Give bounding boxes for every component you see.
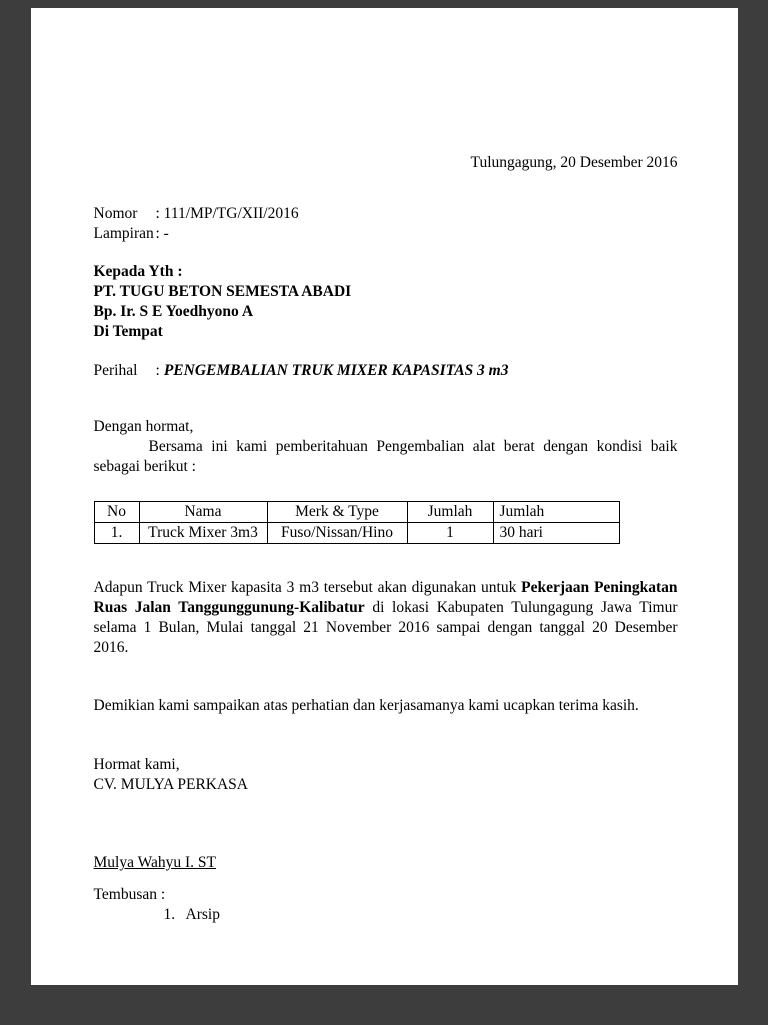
table-header-row bbox=[94, 502, 619, 523]
signature-name: Mulya Wahyu I. ST bbox=[93, 854, 216, 871]
cc-item-text: Arsip bbox=[185, 906, 220, 923]
signature-greeting: Hormat kami, bbox=[93, 756, 180, 773]
table-header-merk-type: Merk & Type bbox=[267, 502, 407, 523]
signature-block bbox=[94, 755, 678, 873]
closing-paragraph: Demikian kami sampaikan atas perhatian dan kerjasamanya kami ucapkan terima kasih. bbox=[93, 697, 639, 714]
body-paragraph bbox=[94, 578, 678, 658]
table-cell-duration: 30 hari bbox=[493, 523, 619, 544]
letter-page bbox=[31, 8, 738, 985]
opening-salutation: Dengan hormat, bbox=[93, 418, 194, 435]
lampiran-row bbox=[94, 224, 678, 244]
nomor-row bbox=[94, 204, 678, 224]
table-cell-merk-type: Fuso/Nissan/Hino bbox=[267, 523, 407, 544]
lampiran-label: Lampiran bbox=[93, 225, 154, 242]
table-row bbox=[94, 523, 619, 544]
cc-label: Tembusan : bbox=[93, 886, 166, 903]
table-header-nama: Nama bbox=[139, 502, 267, 523]
cc-item-number: 1. bbox=[163, 906, 176, 923]
date-line: Tulungagung, 20 Desember 2016 bbox=[470, 154, 678, 171]
subject-label: Perihal bbox=[93, 362, 138, 379]
table-header-jumlah-2: Jumlah bbox=[493, 502, 619, 523]
recipient-attention: Bp. Ir. S E Yoedhyono A bbox=[93, 303, 254, 320]
table-cell-jumlah: 1 bbox=[407, 523, 493, 544]
subject-value: PENGEMBALIAN TRUK MIXER KAPASITAS 3 m3 bbox=[163, 362, 509, 379]
equipment-table bbox=[94, 501, 620, 544]
recipient-place: Di Tempat bbox=[93, 323, 163, 340]
body-text-before: Adapun Truck Mixer kapasita 3 m3 tersebut akan digunakan untuk bbox=[93, 579, 522, 596]
body-text-bold: Pekerjaan Peningkatan Ruas Jalan Tanggunggunung-Kalibatur bbox=[93, 579, 678, 616]
table-cell-no: 1. bbox=[94, 523, 139, 544]
recipient-salutation: Kepada Yth : bbox=[93, 263, 183, 280]
recipient-block bbox=[94, 262, 678, 342]
cc-item bbox=[94, 905, 678, 925]
cc-block bbox=[94, 885, 678, 925]
subject-separator: : bbox=[155, 362, 160, 379]
nomor-value: : 111/MP/TG/XII/2016 bbox=[155, 205, 299, 222]
lampiran-value: : - bbox=[155, 225, 169, 242]
subject-row bbox=[94, 361, 678, 381]
signature-company: CV. MULYA PERKASA bbox=[93, 776, 248, 793]
body-text-after: di lokasi Kabupaten Tulungagung Jawa Timur selama 1 Bulan, Mulai tanggal 21 November 2016 sampai dengan tanggal 20 Desember 2016. bbox=[93, 599, 678, 656]
table-cell-nama: Truck Mixer 3m3 bbox=[139, 523, 267, 544]
recipient-company: PT. TUGU BETON SEMESTA ABADI bbox=[93, 283, 352, 300]
nomor-label: Nomor bbox=[93, 205, 138, 222]
table-header-no: No bbox=[94, 502, 139, 523]
table-header-jumlah: Jumlah bbox=[407, 502, 493, 523]
meta-block bbox=[94, 204, 678, 244]
intro-paragraph: Bersama ini kami pemberitahuan Pengembalian alat berat dengan kondisi baik sebagai berikut : bbox=[93, 438, 678, 475]
